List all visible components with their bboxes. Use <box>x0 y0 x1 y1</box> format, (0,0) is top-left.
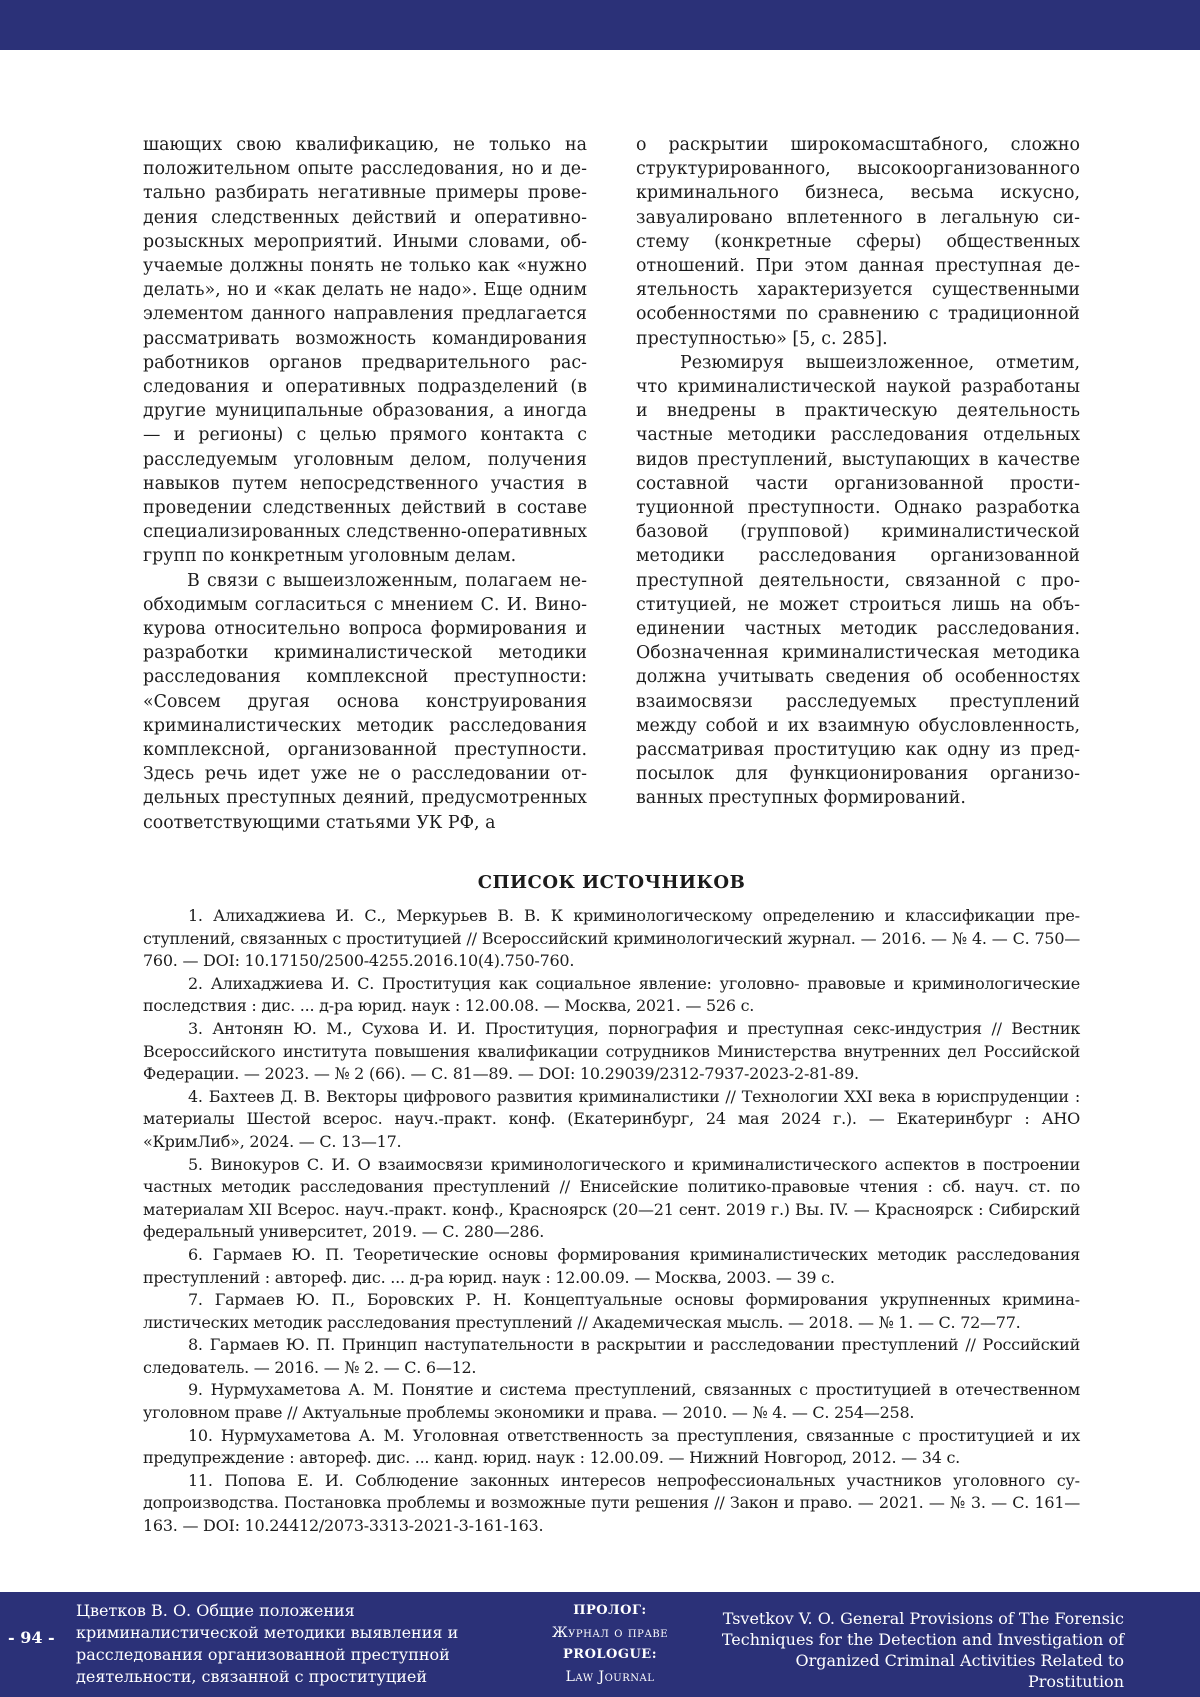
reference-item: 4. Бахтеев Д. В. Векторы цифрового развития криминалистики // Технологии XXI века в юриспруденции : материалы Шестой всерос. науч.-практ. конф. (Екатеринбург, 24 мая 2024 г.). — Екатеринбург : АНО «КримЛиб», 2024. — С. 13—17. <box>143 1086 1080 1151</box>
paragraph: В связи с вышеизложенным, полагаем необходимым согласиться с мнением С. И. Винокурова относительно вопроса формирования и разработки криминалистической методики расследования комплексной преступности: «Совсем другая основа конструирования криминалистических методик расследования комплексной, организованной преступности. Здесь речь идет уже не о расследовании отдельных преступных деяний, предусмотренных соответствующими статьями УК РФ, а <box>143 570 587 833</box>
reference-item: 11. Попова Е. И. Соблюдение законных интересов непрофессиональных участников уголовного судопроизводства. Постановка проблемы и возможные пути решения // Закон и право. — 2021. — № 3. — С. 161—163. — DOI: 10.24412/2073-3313-2021-3-161-163. <box>143 1470 1080 1536</box>
paragraph: о раскрытии широкомасштабного, сложно структурированного, высокоорганизованного криминального бизнеса, весьма искусно, завуалировано вплетенного в легальную систему (конкретные сферы) общественных отношений. При этом данная преступная деятельность характеризуется существенными особенностями по сравнению с традиционной преступностью» [5, с. 285]. <box>636 135 1080 349</box>
reference-item: 7. Гармаев Ю. П., Боровских Р. Н. Концептуальные основы формирования укрупненных криминалистических методик расследования преступлений // Академическая мысль. — 2018. — № 1. — С. 72—77. <box>143 1290 1080 1332</box>
paragraph: шающих свою квалификацию, не только на положительном опыте расследования, но и детально разбирать негативные примеры проведения следственных действий и оперативно-розыскных мероприятий. Иными словами, обучаемые должны понять не только как «нужно делать», но и «как делать не надо». Еще одним элементом данного направления предлагается рассматривать возможность командирования работников органов предварительного расследования и оперативных подразделений (в другие муниципальные образования, а иногда — и регионы) с целью прямого контакта с расследуемым уголовным делом, получения навыков путем непосредственного участия в проведении следственных действий в составе специализированных следственно-оперативных групп по конкретным уголовным делам. <box>143 135 587 567</box>
left-column <box>143 133 587 835</box>
paragraph: Резюмируя вышеизложенное, отметим, что криминалистической наукой разработаны и внедрены в практическую деятельность частные методики расследования отдельных видов преступлений, выступающих в качестве составной части организованной проституционной преступности. Однако разработка базовой (групповой) криминалистической методики расследования организованной преступной деятельности, связанной с проституцией, не может строиться лишь на объединении частных методик расследования. Обозначенная криминалистическая методика должна учитывать сведения об особенностях взаимосвязи расследуемых преступлений между собой и их взаимную обусловленность, рассматривая проституцию как одну из предпосылок для функционирования организованных преступных формирований. <box>636 352 1080 809</box>
header-band <box>0 0 1200 50</box>
journal-title-block <box>520 1600 700 1688</box>
reference-item: 8. Гармаев Ю. П. Принцип наступательности в раскрытии и расследовании преступлений // Российский следователь. — 2016. — № 2. — С. 6—12. <box>143 1335 1080 1377</box>
journal-ru-title: ПРОЛОГ: <box>573 1603 647 1618</box>
footer-ru-citation: Цветков В. О. Общие положения криминалистической методики выявления и расследования организованной преступной деятельности, связанной с проституцией <box>76 1601 459 1686</box>
reference-item: 5. Винокуров С. И. О взаимосвязи криминологического и криминалистического аспектов в построении частных методик расследования преступлений // Енисейские политико-правовые чтения : сб. науч. ст. по материалам XII Всерос. науч.-практ. конф., Красноярск (20—21 сент. 2019 г.) Вы. IV. — Красноярск : Сибирский федеральный университет, 2019. — С. 280—286. <box>143 1154 1080 1242</box>
article-body <box>143 133 1080 843</box>
footer-band <box>0 1592 1200 1697</box>
references-list <box>143 905 1080 1538</box>
page-number: - 94 - <box>8 1628 55 1647</box>
journal-en-title: PROLOGUE: <box>562 1647 657 1662</box>
reference-item: 10. Нурмухаметова А. М. Уголовная ответственность за преступления, связанные с проституцией и их предупреждение : автореф. дис. ... канд. юрид. наук : 12.00.09. — Нижний Новгород, 2012. — 34 с. <box>143 1425 1080 1468</box>
footer-en-citation: Tsvetkov V. O. General Provisions of The Forensic Techniques for the Detection and Investigation of Organized Criminal Activities Related to Prostitution <box>721 1609 1124 1691</box>
reference-item: 9. Нурмухаметова А. М. Понятие и система преступлений, связанных с проституцией в отечественном уголовном праве // Актуальные проблемы экономики и права. — 2010. — № 4. — С. 254—258. <box>143 1380 1080 1423</box>
reference-item: 1. Алихаджиева И. С., Меркурьев В. В. К криминологическому определению и классификации преступлений, связанных с проституцией // Всероссийский криминологический журнал. — 2016. — № 4. — С. 750—760. — DOI: 10.17150/2500-4255.2016.10(4).750-760. <box>143 906 1080 971</box>
journal-ru-subtitle: Журнал о праве <box>551 1625 669 1641</box>
journal-en-subtitle: Law Journal <box>565 1669 655 1685</box>
right-column <box>636 133 1080 811</box>
reference-item: 6. Гармаев Ю. П. Теоретические основы формирования криминалистических методик расследования преступлений : автореф. дис. ... д-ра юрид. наук : 12.00.09. — Москва, 2003. — 39 с. <box>143 1244 1080 1287</box>
reference-item: 2. Алихаджиева И. С. Проституция как социальное явление: уголовно- правовые и криминологические последствия : дис. ... д-ра юрид. наук : 12.00.08. — Москва, 2021. — 526 с. <box>143 973 1080 1016</box>
references-title: СПИСОК ИСТОЧНИКОВ <box>477 872 746 893</box>
reference-item: 3. Антонян Ю. М., Сухова И. И. Проституция, порнография и преступная секс-индустрия // Вестник Всероссийского института повышения квалификации сотрудников Министерства внутренних дел Российской Федерации. — 2023. — № 2 (66). — С. 81—89. — DOI: 10.29039/2312-7937-2023-2-81-89. <box>143 1018 1080 1084</box>
